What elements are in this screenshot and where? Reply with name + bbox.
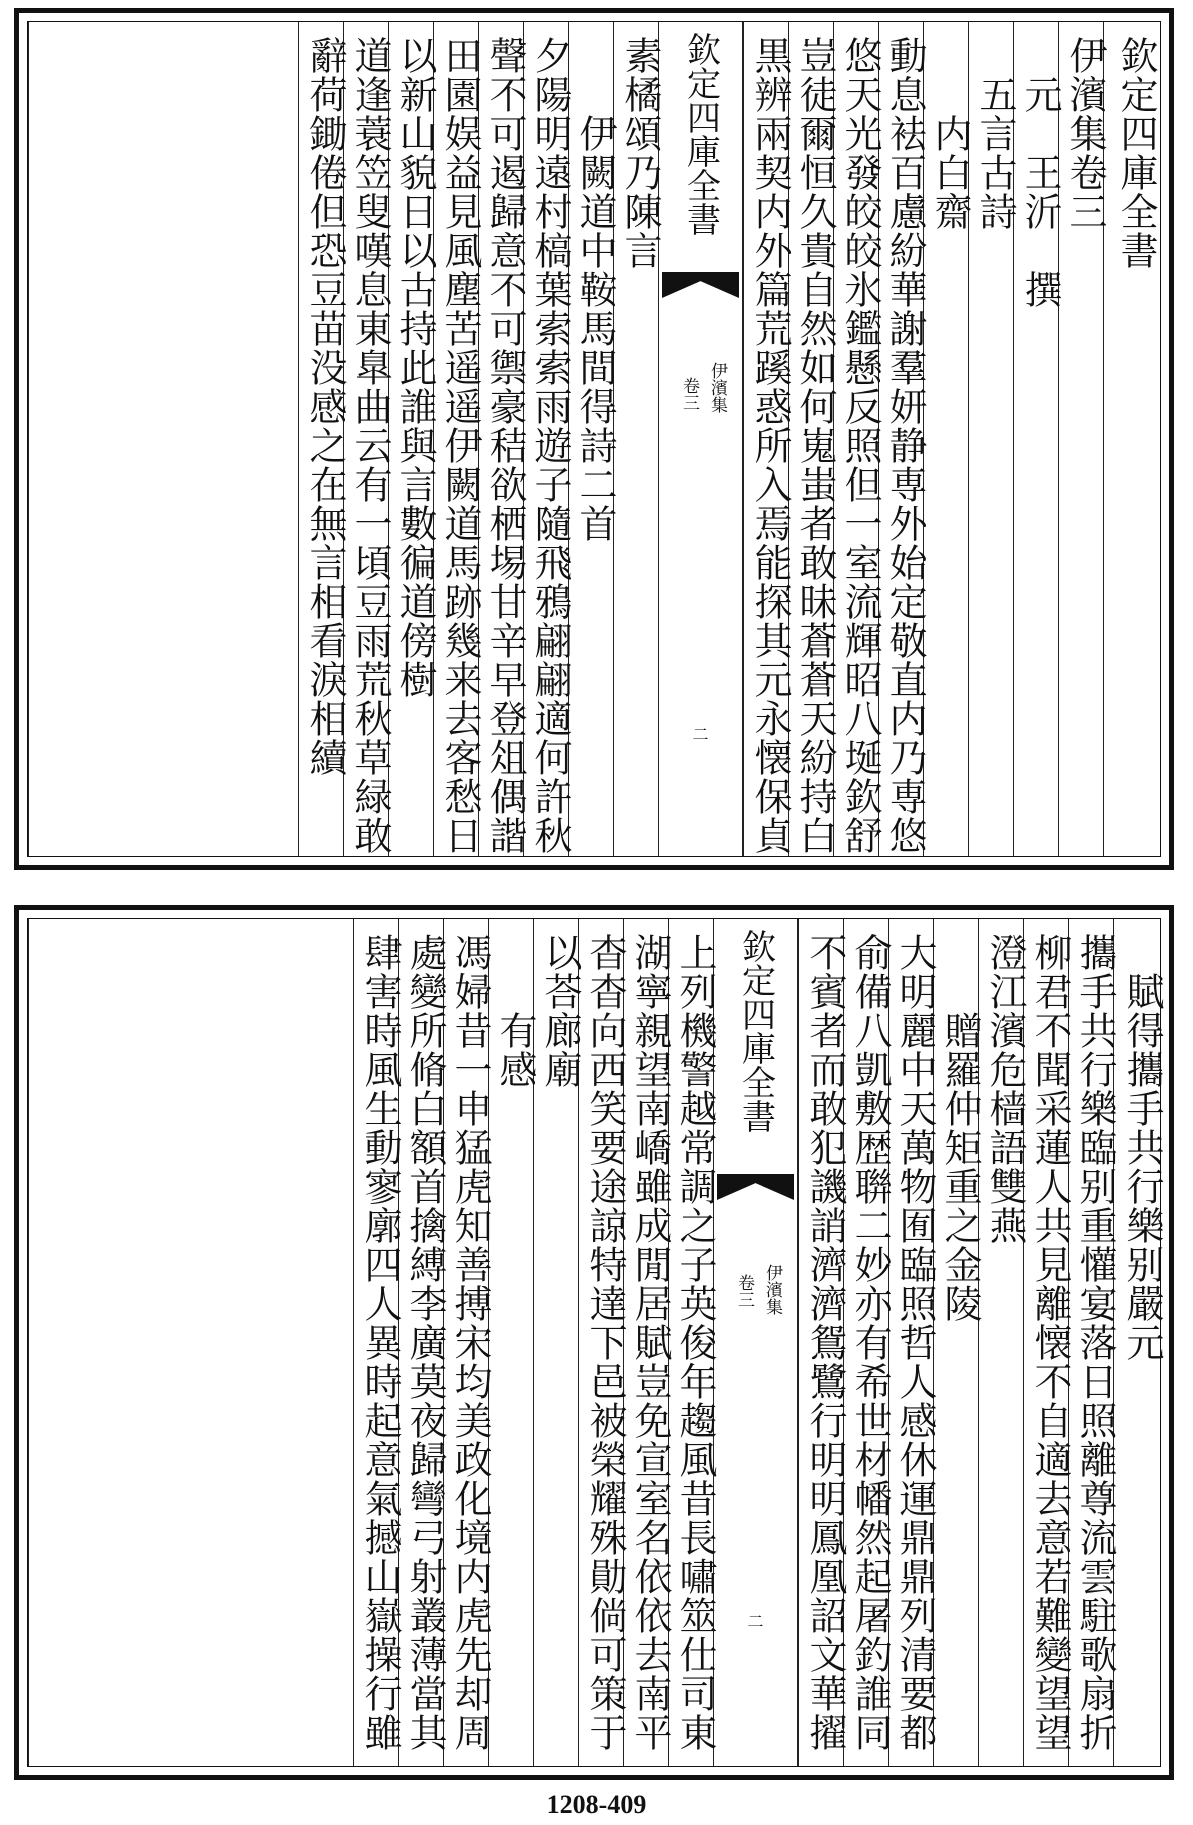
text-column: 處變所脩白額首擒縛李廣莫夜歸彎弓射叢薄當其 <box>403 933 447 1752</box>
text-column: 上列機警越常調之子英俊年趨風昔長嘯筮仕司東 <box>673 933 717 1752</box>
column <box>578 919 627 1766</box>
fold-book-title: 伊濱集 <box>707 362 727 413</box>
column <box>968 22 1017 856</box>
top-page <box>14 8 1174 870</box>
column <box>933 919 982 1766</box>
text-column: 柳君不聞采蓮人共見離懐不自適去意若難變望望 <box>1028 933 1072 1752</box>
poem-title: 内白齋 <box>928 36 972 231</box>
fold-library-title: 欽定四庫全書 <box>735 929 776 1133</box>
column <box>1068 919 1117 1766</box>
text-column: 動息袪百慮紛華謝羣妍静専外始定敬直内乃専悠 <box>883 36 927 855</box>
column <box>443 919 492 1766</box>
text-column: 杳杳向西笑要途諒特達下邑被榮耀殊勛倘可策于 <box>583 933 627 1752</box>
text-column: 不賓者而敢犯譏誚濟濟鴛鷺行明明鳳凰詔文華擢 <box>803 933 847 1752</box>
column <box>488 919 537 1766</box>
column <box>398 919 447 1766</box>
text-column: 田園娱益見風塵苦遥遥伊闕道馬跡幾来去客愁日 <box>438 36 482 855</box>
library-title: 欽定四庫全書 <box>1114 36 1158 270</box>
volume-title: 伊濱集卷三 <box>1063 36 1107 231</box>
column <box>568 22 617 856</box>
text-column: 澄江濱危樯語雙燕 <box>983 933 1027 1245</box>
column <box>1058 22 1107 856</box>
column <box>878 22 927 856</box>
fish-tail-mark <box>717 1174 794 1200</box>
column <box>1023 919 1072 1766</box>
text-column: 以荅廊廟 <box>538 933 582 1089</box>
folio-number: 二 <box>747 1612 764 1631</box>
text-column: 聲不可遏歸意不可禦豪秸欲栖埸甘辛早登俎偶諧 <box>483 36 527 855</box>
column <box>788 22 837 856</box>
text-column: 大明麗中天萬物囿臨照哲人感休運鼎鼎列清要都 <box>893 933 937 1752</box>
text-column: 以新山貌日以古持此誰與言數徧道傍樹 <box>393 36 437 699</box>
folio-number: 二 <box>692 725 709 744</box>
column <box>798 919 847 1766</box>
text-column: 夕陽明遠村槁葉索索雨遊子隨飛鴉翩翩適何許秋 <box>528 36 572 855</box>
column <box>833 22 882 856</box>
text-column: 肆害時風生動寥廓四人異時起意氣撼山嶽操行雖 <box>358 933 402 1752</box>
blank-area <box>28 22 298 856</box>
text-column: 辭荷鋤倦但恐豆苗没感之在無言相看淚相續 <box>303 36 347 777</box>
bottom-page <box>14 905 1174 1780</box>
text-column: 道逢蓑笠叟嘆息東臯曲云有一頃豆雨荒秋草緑敢 <box>348 36 392 855</box>
column <box>623 919 672 1766</box>
text-column: 俞備八凱敷歴聨二妙亦有希世材幡然起屠釣誰同 <box>848 933 892 1752</box>
column <box>388 22 437 856</box>
column <box>613 22 662 856</box>
column <box>888 919 937 1766</box>
column <box>743 22 792 856</box>
column <box>478 22 527 856</box>
column <box>923 22 972 856</box>
poem-title: 賦得攜手共行樂别嚴元 <box>1120 933 1164 1362</box>
column <box>1103 22 1161 856</box>
text-column: 馮婦昔一申猛虎知善搏宋均美政化境内虎先却周 <box>448 933 492 1752</box>
section-heading: 五言古詩 <box>973 36 1017 231</box>
column <box>433 22 482 856</box>
text-column: 攜手共行樂臨别重懽宴落日照離尊流雲駐歌扇折 <box>1073 933 1117 1752</box>
poem-title: 有感 <box>493 933 537 1089</box>
fold-center <box>713 919 798 1766</box>
fold-library-title: 欽定四庫全書 <box>680 32 721 236</box>
top-page-frame <box>27 21 1161 857</box>
fold-volume: 卷三 <box>679 377 699 411</box>
fold-volume: 卷三 <box>734 1274 754 1308</box>
blank-area <box>28 919 353 1766</box>
fish-tail-mark <box>662 272 739 298</box>
author-line: 元 王沂 撰 <box>1018 36 1062 309</box>
column <box>1013 22 1062 856</box>
column <box>353 919 402 1766</box>
column <box>298 22 347 856</box>
text-column: 豈徒爾恒久貴自然如何嵬蚩者敢昧蒼蒼天紛持白 <box>793 36 837 855</box>
column <box>533 919 582 1766</box>
column <box>978 919 1027 1766</box>
column <box>668 919 717 1766</box>
fold-center <box>658 22 743 856</box>
column <box>1113 919 1164 1766</box>
bottom-page-frame <box>27 918 1164 1767</box>
fold-book-title: 伊濱集 <box>762 1264 782 1315</box>
column <box>843 919 892 1766</box>
poem-title: 贈羅仲矩重之金陵 <box>938 933 982 1323</box>
text-column: 湖寧親望南嶠雖成閒居賦豈免宣室名依依去南平 <box>628 933 672 1752</box>
page-number: 1208-409 <box>546 1790 647 1819</box>
column <box>343 22 392 856</box>
column <box>523 22 572 856</box>
text-column: 素橘頌乃陳言 <box>618 36 662 270</box>
text-column: 黒辨兩契内外篇荒蹊惑所入焉能探其元永懐保貞 <box>748 36 792 855</box>
poem-title: 伊闕道中鞍馬間得詩二首 <box>573 36 617 543</box>
text-column: 悠天光發皎皎氷鑑懸反照但一室流輝昭八埏欽舒 <box>838 36 882 855</box>
